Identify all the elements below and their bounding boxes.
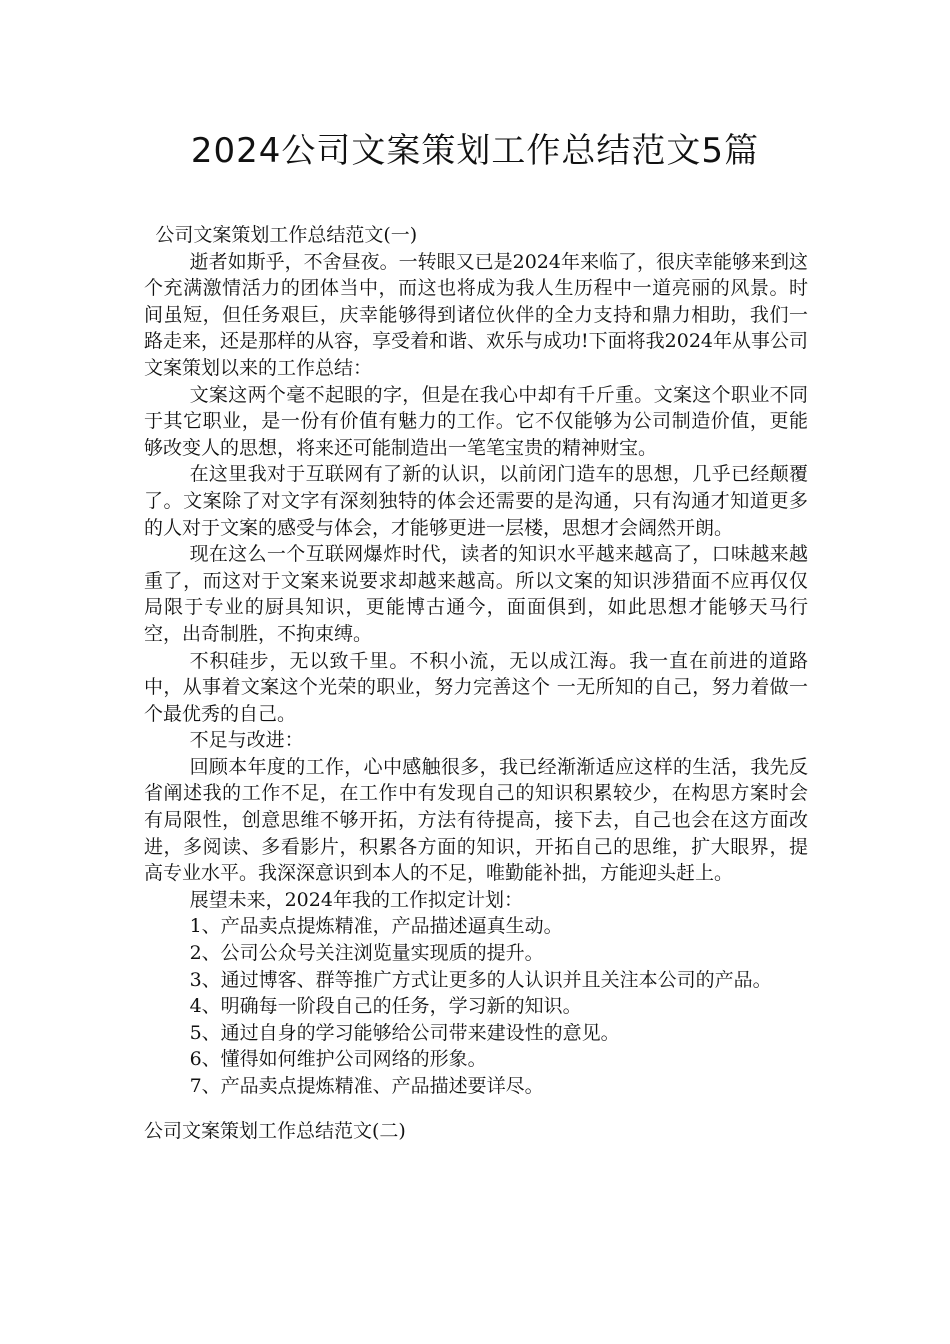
section-spacer xyxy=(144,1100,808,1118)
paragraph-internet-era: 现在这么一个互联网爆炸时代，读者的知识水平越来越高了，口味越来越重了，而这对于文案来说要求却越来越高。所以文案的知识涉猎面不应再仅仅局限于专业的厨具知识，更能博古通今，面面俱到，如此思想才能够天马行空，出奇制胜，不拘束缚。 xyxy=(144,543,808,645)
plan-item: 7、产品卖点提炼精准、产品描述要详尽。 xyxy=(189,1075,544,1097)
paragraph-internet-understanding: 在这里我对于互联网有了新的认识，以前闭门造车的思想，几乎已经颠覆了。文案除了对文字有深刻独特的体会还需要的是沟通，只有沟通才知道更多的人对于文案的感受与体会，才能够更进一层楼，思想才会阔然开朗。 xyxy=(144,463,808,539)
plan-item: 3、通过博客、群等推广方式让更多的人认识并且关注本公司的产品。 xyxy=(189,968,772,991)
paragraph-copywriting-value: 文案这两个毫不起眼的字，但是在我心中却有千斤重。文案这个职业不同于其它职业，是一份有价值有魅力的工作。它不仅能够为公司制造价值，更能够改变人的思想，将来还可能制造出一笔笔宝贵的精神财宝。 xyxy=(144,383,808,459)
plan-item: 1、产品卖点提炼精准，产品描述逼真生动。 xyxy=(189,915,563,938)
section-heading-1: 公司文案策划工作总结范文(一) xyxy=(155,224,418,246)
document-body xyxy=(144,222,808,1144)
paragraph-review: 回顾本年度的工作，心中感触很多，我已经渐渐适应这样的生活，我先反省阐述我的工作不足，在工作中有发现自己的知识积累较少，在构思方案时会有局限性，创意思维不够开拓，方法有待提高，接下去，自己也会在这方面改进，多阅读、多看影片，积累各方面的知识，开拓自己的思维，扩大眼界，提高专业水平。我深深意识到本人的不足，唯勤能补拙，方能迎头赶上。 xyxy=(144,755,808,885)
plan-heading: 展望未来，2024年我的工作拟定计划： xyxy=(189,888,523,911)
section-heading-2: 公司文案策划工作总结范文(二) xyxy=(144,1119,406,1142)
document-title: 2024公司文案策划工作总结范文5篇 xyxy=(190,131,760,171)
paragraph-intro: 逝者如斯乎，不舍昼夜。一转眼又已是2024年来临了，很庆幸能够来到这个充满激情活力的团体当中，而这也将成为我人生历程中一道亮丽的风景。时间虽短，但任务艰巨，庆幸能够得到诸位伙伴的全力支持和鼎力相助，我们一路走来，还是那样的从容，享受着和谐、欢乐与成功!下面将我2024年从事公司文案策划以来的工作总结： xyxy=(144,250,808,379)
plan-item: 4、明确每一阶段自己的任务，学习新的知识。 xyxy=(189,995,582,1018)
plan-item: 5、通过自身的学习能够给公司带来建设性的意见。 xyxy=(189,1021,620,1044)
plan-item: 2、公司公众号关注浏览量实现质的提升。 xyxy=(189,942,544,965)
paragraph-perseverance: 不积硅步，无以致千里。不积小流，无以成江海。我一直在前进的道路中，从事着文案这个光荣的职业，努力完善这个 一无所知的自己，努力着做一个最优秀的自己。 xyxy=(144,649,808,725)
shortcomings-heading: 不足与改进： xyxy=(189,729,304,752)
plan-item: 6、懂得如何维护公司网络的形象。 xyxy=(189,1048,487,1071)
